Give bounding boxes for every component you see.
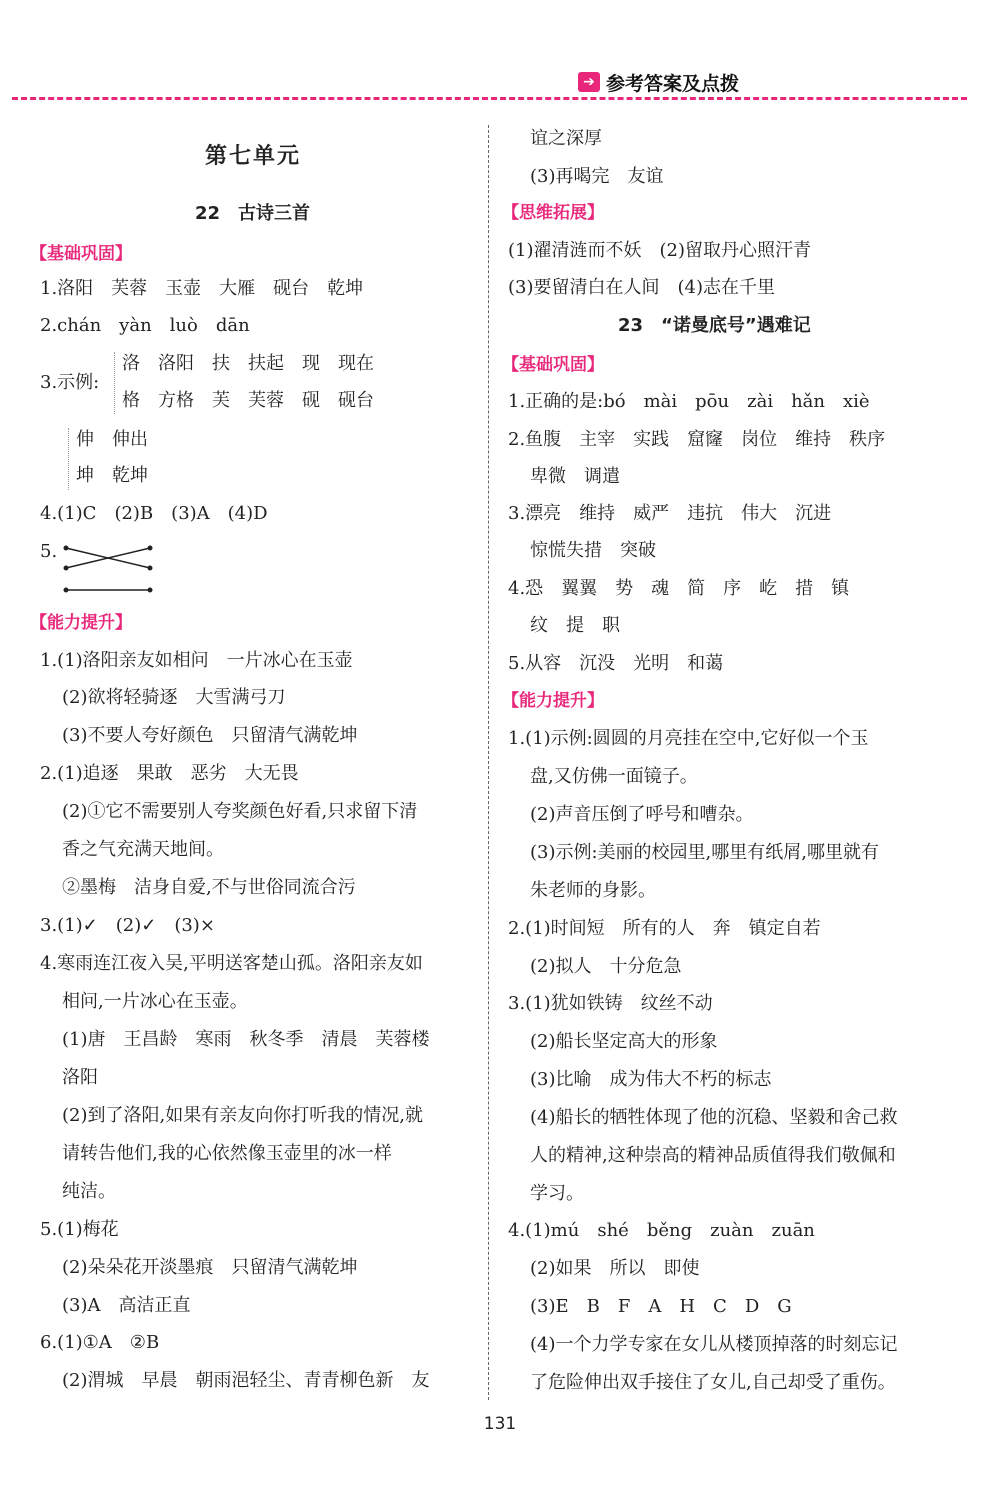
answer-line: 香之气充满天地间。 xyxy=(62,839,224,860)
answer-line: (2)朵朵花开淡墨痕 只留清气满乾坤 xyxy=(62,1257,358,1278)
answer-line: 坤 乾坤 xyxy=(76,465,148,486)
answer-line: 人的精神,这种崇高的精神品质值得我们敬佩和 xyxy=(530,1145,896,1166)
answer-line: (1)濯清涟而不妖 (2)留取丹心照汗青 xyxy=(508,240,811,261)
column-divider xyxy=(488,125,489,1400)
section-thinking: 【思维拓展】 xyxy=(502,203,604,223)
answer-line: 卑微 调遣 xyxy=(530,466,620,487)
answer-line: 1.洛阳 芙蓉 玉壶 大雁 砚台 乾坤 xyxy=(40,278,364,299)
answer-line: (4)一个力学专家在女儿从楼顶掉落的时刻忘记 xyxy=(530,1334,898,1355)
answer-line: (2)渭城 早晨 朝雨浥轻尘、青青柳色新 友 xyxy=(62,1370,430,1391)
answer-line: (2)欲将轻骑逐 大雪满弓刀 xyxy=(62,687,286,708)
answer-line: 纹 提 职 xyxy=(530,615,620,636)
answer-line: (2)如果 所以 即使 xyxy=(530,1258,700,1279)
answer-line: ②墨梅 洁身自爱,不与世俗同流合污 xyxy=(62,877,356,898)
matching-diagram xyxy=(60,538,160,598)
answer-line: 4.(1)mú shé běng zuàn zuān xyxy=(508,1220,815,1241)
answer-line: 洛阳 xyxy=(62,1067,98,1088)
answer-line: 6.(1)①A ②B xyxy=(40,1332,160,1353)
header-divider xyxy=(12,97,967,100)
answer-line: 5.从容 沉没 光明 和蔼 xyxy=(508,653,724,674)
unit-title: 第七单元 xyxy=(205,144,302,169)
answer-line: 盘,又仿佛一面镜子。 xyxy=(530,766,698,787)
answer-line: 1.正确的是:bó mài pōu zài hǎn xiè xyxy=(508,391,870,412)
answer-line: 洛 洛阳 扶 扶起 现 现在 xyxy=(122,353,374,374)
answer-line: (2)①它不需要别人夸奖颜色好看,只求留下清 xyxy=(62,801,418,822)
answer-line: (3)E B F A H C D G xyxy=(530,1296,792,1317)
section-basic-right: 【基础巩固】 xyxy=(502,355,604,375)
arrow-icon: ➔ xyxy=(578,72,600,92)
answer-line: 学习。 xyxy=(530,1183,584,1204)
answer-line: 伸 伸出 xyxy=(76,429,148,450)
answer-line: 谊之深厚 xyxy=(530,128,602,149)
answer-line: 1.(1)示例:圆圆的月亮挂在空中,它好似一个玉 xyxy=(508,728,869,749)
answer-line: (4)船长的牺牲体现了他的沉稳、坚毅和舍己救 xyxy=(530,1107,898,1128)
answer-line: (2)到了洛阳,如果有亲友向你打听我的情况,就 xyxy=(62,1105,423,1126)
answer-line: 3.(1)犹如铁铸 纹丝不动 xyxy=(508,993,713,1014)
answer-line: (3)不要人夸好颜色 只留清气满乾坤 xyxy=(62,725,358,746)
answer-line: (2)拟人 十分危急 xyxy=(530,956,682,977)
answer-label: 3.示例: xyxy=(40,372,100,393)
answer-line: 5. xyxy=(40,541,58,562)
bracket-line xyxy=(114,352,115,414)
page-number: 131 xyxy=(483,1414,517,1434)
answer-line: 4.恐 翼翼 势 魂 简 序 屹 措 镇 xyxy=(508,578,850,599)
page-header xyxy=(578,66,739,98)
section-basic-left: 【基础巩固】 xyxy=(30,244,132,264)
header-title: 参考答案及点拨 xyxy=(606,72,740,95)
answer-line: 了危险伸出双手接住了女儿,自己却受了重伤。 xyxy=(530,1372,896,1393)
lesson-title-23: 23 “诺曼底号”遇难记 xyxy=(618,315,811,336)
answer-line: 3.漂亮 维持 威严 违抗 伟大 沉进 xyxy=(508,503,832,524)
answer-line: (3)比喻 成为伟大不朽的标志 xyxy=(530,1069,772,1090)
answer-line: (3)A 高洁正直 xyxy=(62,1295,191,1316)
answer-line: 5.(1)梅花 xyxy=(40,1219,119,1240)
answer-line: (3)再喝完 友谊 xyxy=(530,166,664,187)
bracket-line xyxy=(68,428,69,490)
answer-line: 朱老师的身影。 xyxy=(530,880,656,901)
answer-line: 2.(1)时间短 所有的人 奔 镇定自若 xyxy=(508,918,821,939)
answer-line: 3.(1)✓ (2)✓ (3)× xyxy=(40,915,215,936)
section-ability-left: 【能力提升】 xyxy=(30,613,132,633)
answer-line: 2.鱼腹 主宰 实践 窟窿 岗位 维持 秩序 xyxy=(508,429,886,450)
answer-line: 1.(1)洛阳亲友如相问 一片冰心在玉壶 xyxy=(40,650,353,671)
answer-line: (3)要留清白在人间 (4)志在千里 xyxy=(508,277,775,298)
answer-line: 4.寒雨连江夜入吴,平明送客楚山孤。洛阳亲友如 xyxy=(40,953,423,974)
answer-line: (1)唐 王昌龄 寒雨 秋冬季 清晨 芙蓉楼 xyxy=(62,1029,430,1050)
section-ability-right: 【能力提升】 xyxy=(502,691,604,711)
answer-line: 相问,一片冰心在玉壶。 xyxy=(62,991,248,1012)
answer-line: (2)船长坚定高大的形象 xyxy=(530,1031,718,1052)
answer-line: (2)声音压倒了呼号和嘈杂。 xyxy=(530,804,754,825)
answer-line: 2.(1)追逐 果敢 恶劣 大无畏 xyxy=(40,763,299,784)
answer-line: 惊慌失措 突破 xyxy=(530,540,656,561)
lesson-title-22: 22 古诗三首 xyxy=(195,203,311,224)
answer-line: 4.(1)C (2)B (3)A (4)D xyxy=(40,503,268,524)
answer-line: 2.chán yàn luò dān xyxy=(40,315,250,336)
answer-line: 请转告他们,我的心依然像玉壶里的冰一样 xyxy=(62,1143,392,1164)
answer-line: 纯洁。 xyxy=(62,1181,116,1202)
answer-line: (3)示例:美丽的校园里,哪里有纸屑,哪里就有 xyxy=(530,842,880,863)
answer-line: 格 方格 芙 芙蓉 砚 砚台 xyxy=(122,390,374,411)
